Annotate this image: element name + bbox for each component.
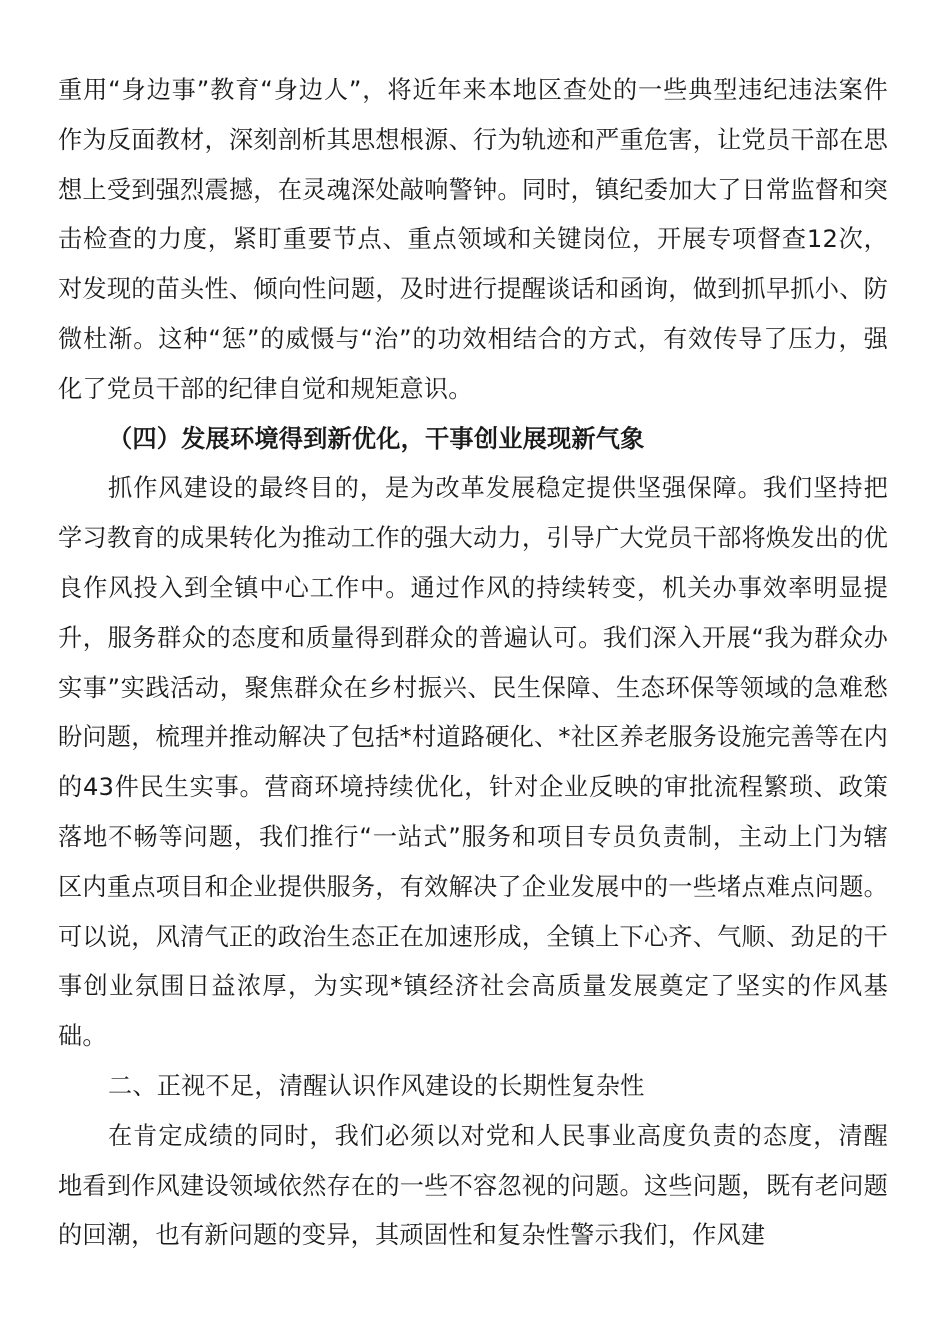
paragraph-development-environment: 抓作风建设的最终目的，是为改革发展稳定提供坚强保障。我们坚持把学习教育的成果转化为推动工作的强大动力，引导广大党员干部将焕发出的优良作风投入到全镇中心工作中。通过作风的持续转变，机关办事效率明显提升，服务群众的态度和质量得到群众的普遍认可。我们深入开展“我为群众办实事”实践活动，聚焦群众在乡村振兴、民生保障、生态环保等领域的急难愁盼问题，梳理并推动解决了包括*村道路硬化、*社区养老服务设施完善等在内的43件民生实事。营商环境持续优化，针对企业反映的审批流程繁琐、政策落地不畅等问题，我们推行“一站式”服务和项目专员负责制，主动上门为辖区内重点项目和企业提供服务，有效解决了企业发展中的一些堵点难点问题。可以说，风清气正的政治生态正在加速形成，全镇上下心齐、气顺、劲足的干事创业氛围日益浓厚，为实现*镇经济社会高质量发展奠定了坚实的作风基础。 [58, 474, 888, 1051]
section-heading-2: 二、正视不足，清醒认识作风建设的长期性复杂性 [108, 1071, 645, 1100]
subheading-section-4: （四）发展环境得到新优化，干事创业展现新气象 [108, 424, 645, 453]
document-body [58, 66, 888, 1261]
paragraph-continued: 重用“身边事”教育“身边人”，将近年来本地区查处的一些典型违纪违法案件作为反面教材，深刻剖析其思想根源、行为轨迹和严重危害，让党员干部在思想上受到强烈震撼，在灵魂深处敲响警钟。同时，镇纪委加大了日常监督和突击检查的力度，紧盯重要节点、重点领域和关键岗位，开展专项督查12次，对发现的苗头性、倾向性问题，及时进行提醒谈话和函询，做到抓早抓小、防微杜渐。这种“惩”的威慑与“治”的功效相结合的方式，有效传导了压力，强化了党员干部的纪律自觉和规矩意识。 [58, 76, 888, 403]
paragraph-shortcomings: 在肯定成绩的同时，我们必须以对党和人民事业高度负责的态度，清醒地看到作风建设领域依然存在的一些不容忽视的问题。这些问题，既有老问题的回潮，也有新问题的变异，其顽固性和复杂性警示我们，作风建 [58, 1121, 888, 1250]
